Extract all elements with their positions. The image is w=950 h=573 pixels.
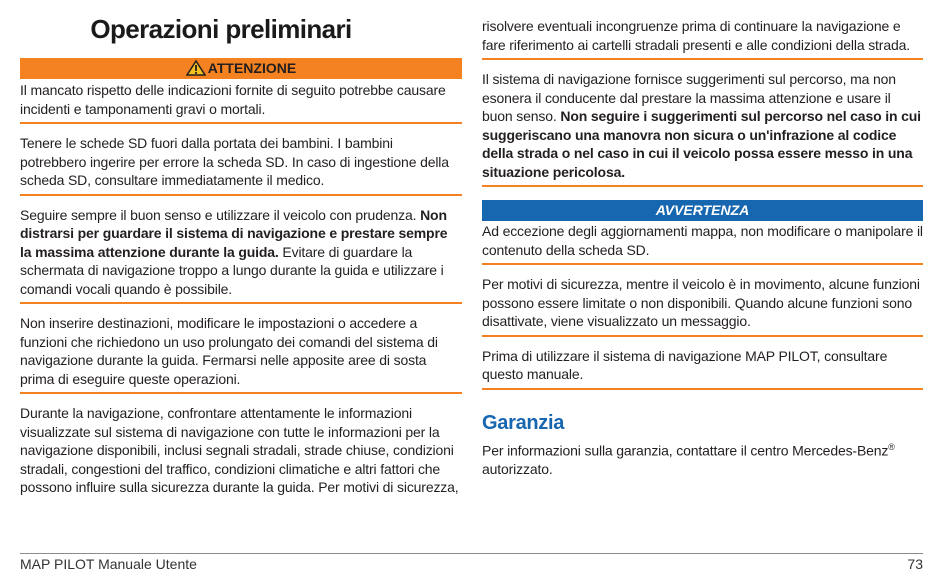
warning-label: ATTENZIONE [207, 60, 297, 76]
footer-divider [20, 553, 923, 554]
continuation-paragraph: risolvere eventuali incongruenze prima di continuare la navigazione e fare riferimento ai cartelli stradali presenti e alle condizioni della strada. [482, 17, 923, 60]
route-suggestion-paragraph [482, 70, 923, 187]
map-update-paragraph: Ad eccezione degli aggiornamenti mappa, non modificare o manipolare il contenuto della scheda SD. [482, 221, 923, 265]
navigation-compare-paragraph: Durante la navigazione, confrontare attentamente le informazioni visualizzate sul sistema di navigazione con tutte le informazioni per la navigazione disponibili, inclusi segnali stradali, strade chiuse, condizioni stradali, congestioni del traffico, condizioni climatiche e altri fattori che possono influire sulla sicurezza durante la guida. Per motivi di sicurezza, [20, 405, 459, 495]
movement-limits-paragraph: Per motivi di sicurezza, mentre il veicolo è in movimento, alcune funzioni possono essere limitate o non disponibili. Quando alcune funzioni sono disattivate, viene visualizzato un messaggio. [482, 275, 923, 337]
text-run: autorizzato. [482, 460, 553, 477]
warning-banner [20, 58, 462, 79]
warning-triangle-icon [186, 60, 206, 82]
page-title: Operazioni preliminari [90, 14, 352, 44]
warranty-paragraph [482, 438, 923, 483]
notice-banner: AVVERTENZA [482, 200, 923, 221]
text-run: Seguire sempre il buon senso e utilizzare il veicolo con prudenza. [20, 206, 421, 223]
right-column [482, 17, 923, 492]
read-manual-paragraph: Prima di utilizzare il sistema di navigazione MAP PILOT, consultare questo manuale. [482, 347, 923, 390]
registered-mark: ® [888, 441, 895, 452]
footer-page-number: 73 [907, 556, 923, 572]
text-run: Evitare di guardare la schermata di navigazione troppo a lungo durante la guida e utilizzare i comandi vocali quando è possibile. [20, 243, 444, 297]
warranty-heading: Garanzia [482, 411, 565, 434]
sd-card-paragraph: Tenere le schede SD fuori dalla portata dei bambini. I bambini potrebbero ingerire per errore la scheda SD. In caso di ingestione della scheda SD, consultare immediatamente il medico. [20, 134, 462, 196]
text-run: Il sistema di navigazione fornisce suggerimenti sul percorso, ma non esonera il conducente dal prestare la massima attenzione e usare il buon senso. [482, 71, 896, 124]
bold-text-run: Non distrarsi per guardare il sistema di navigazione e prestare sempre la massima attenzione durante la guida. [20, 206, 448, 260]
bold-text-run: Non seguire i suggerimenti sul percorso nel caso in cui suggeriscano una manovra non sicura o un'infrazione al codice della strada o nel caso in cui il veicolo possa essere messo in una situazione pericolosa. [482, 108, 921, 180]
footer-manual-name: MAP PILOT Manuale Utente [20, 556, 197, 572]
warning-paragraph: Il mancato rispetto delle indicazioni fornite di seguito potrebbe causare incidenti e tamponamenti gravi o mortali. [20, 79, 462, 124]
text-run: Per informazioni sulla garanzia, contattare il centro Mercedes-Benz [482, 442, 889, 459]
left-column [20, 58, 462, 511]
destinations-paragraph: Non inserire destinazioni, modificare le impostazioni o accedere a funzioni che richiedono un uso prolungato dei comandi del sistema di navigazione durante la guida. Fermarsi nelle apposite aree di sosta prima di eseguire queste operazioni. [20, 314, 462, 394]
driving-caution-paragraph [20, 206, 462, 305]
